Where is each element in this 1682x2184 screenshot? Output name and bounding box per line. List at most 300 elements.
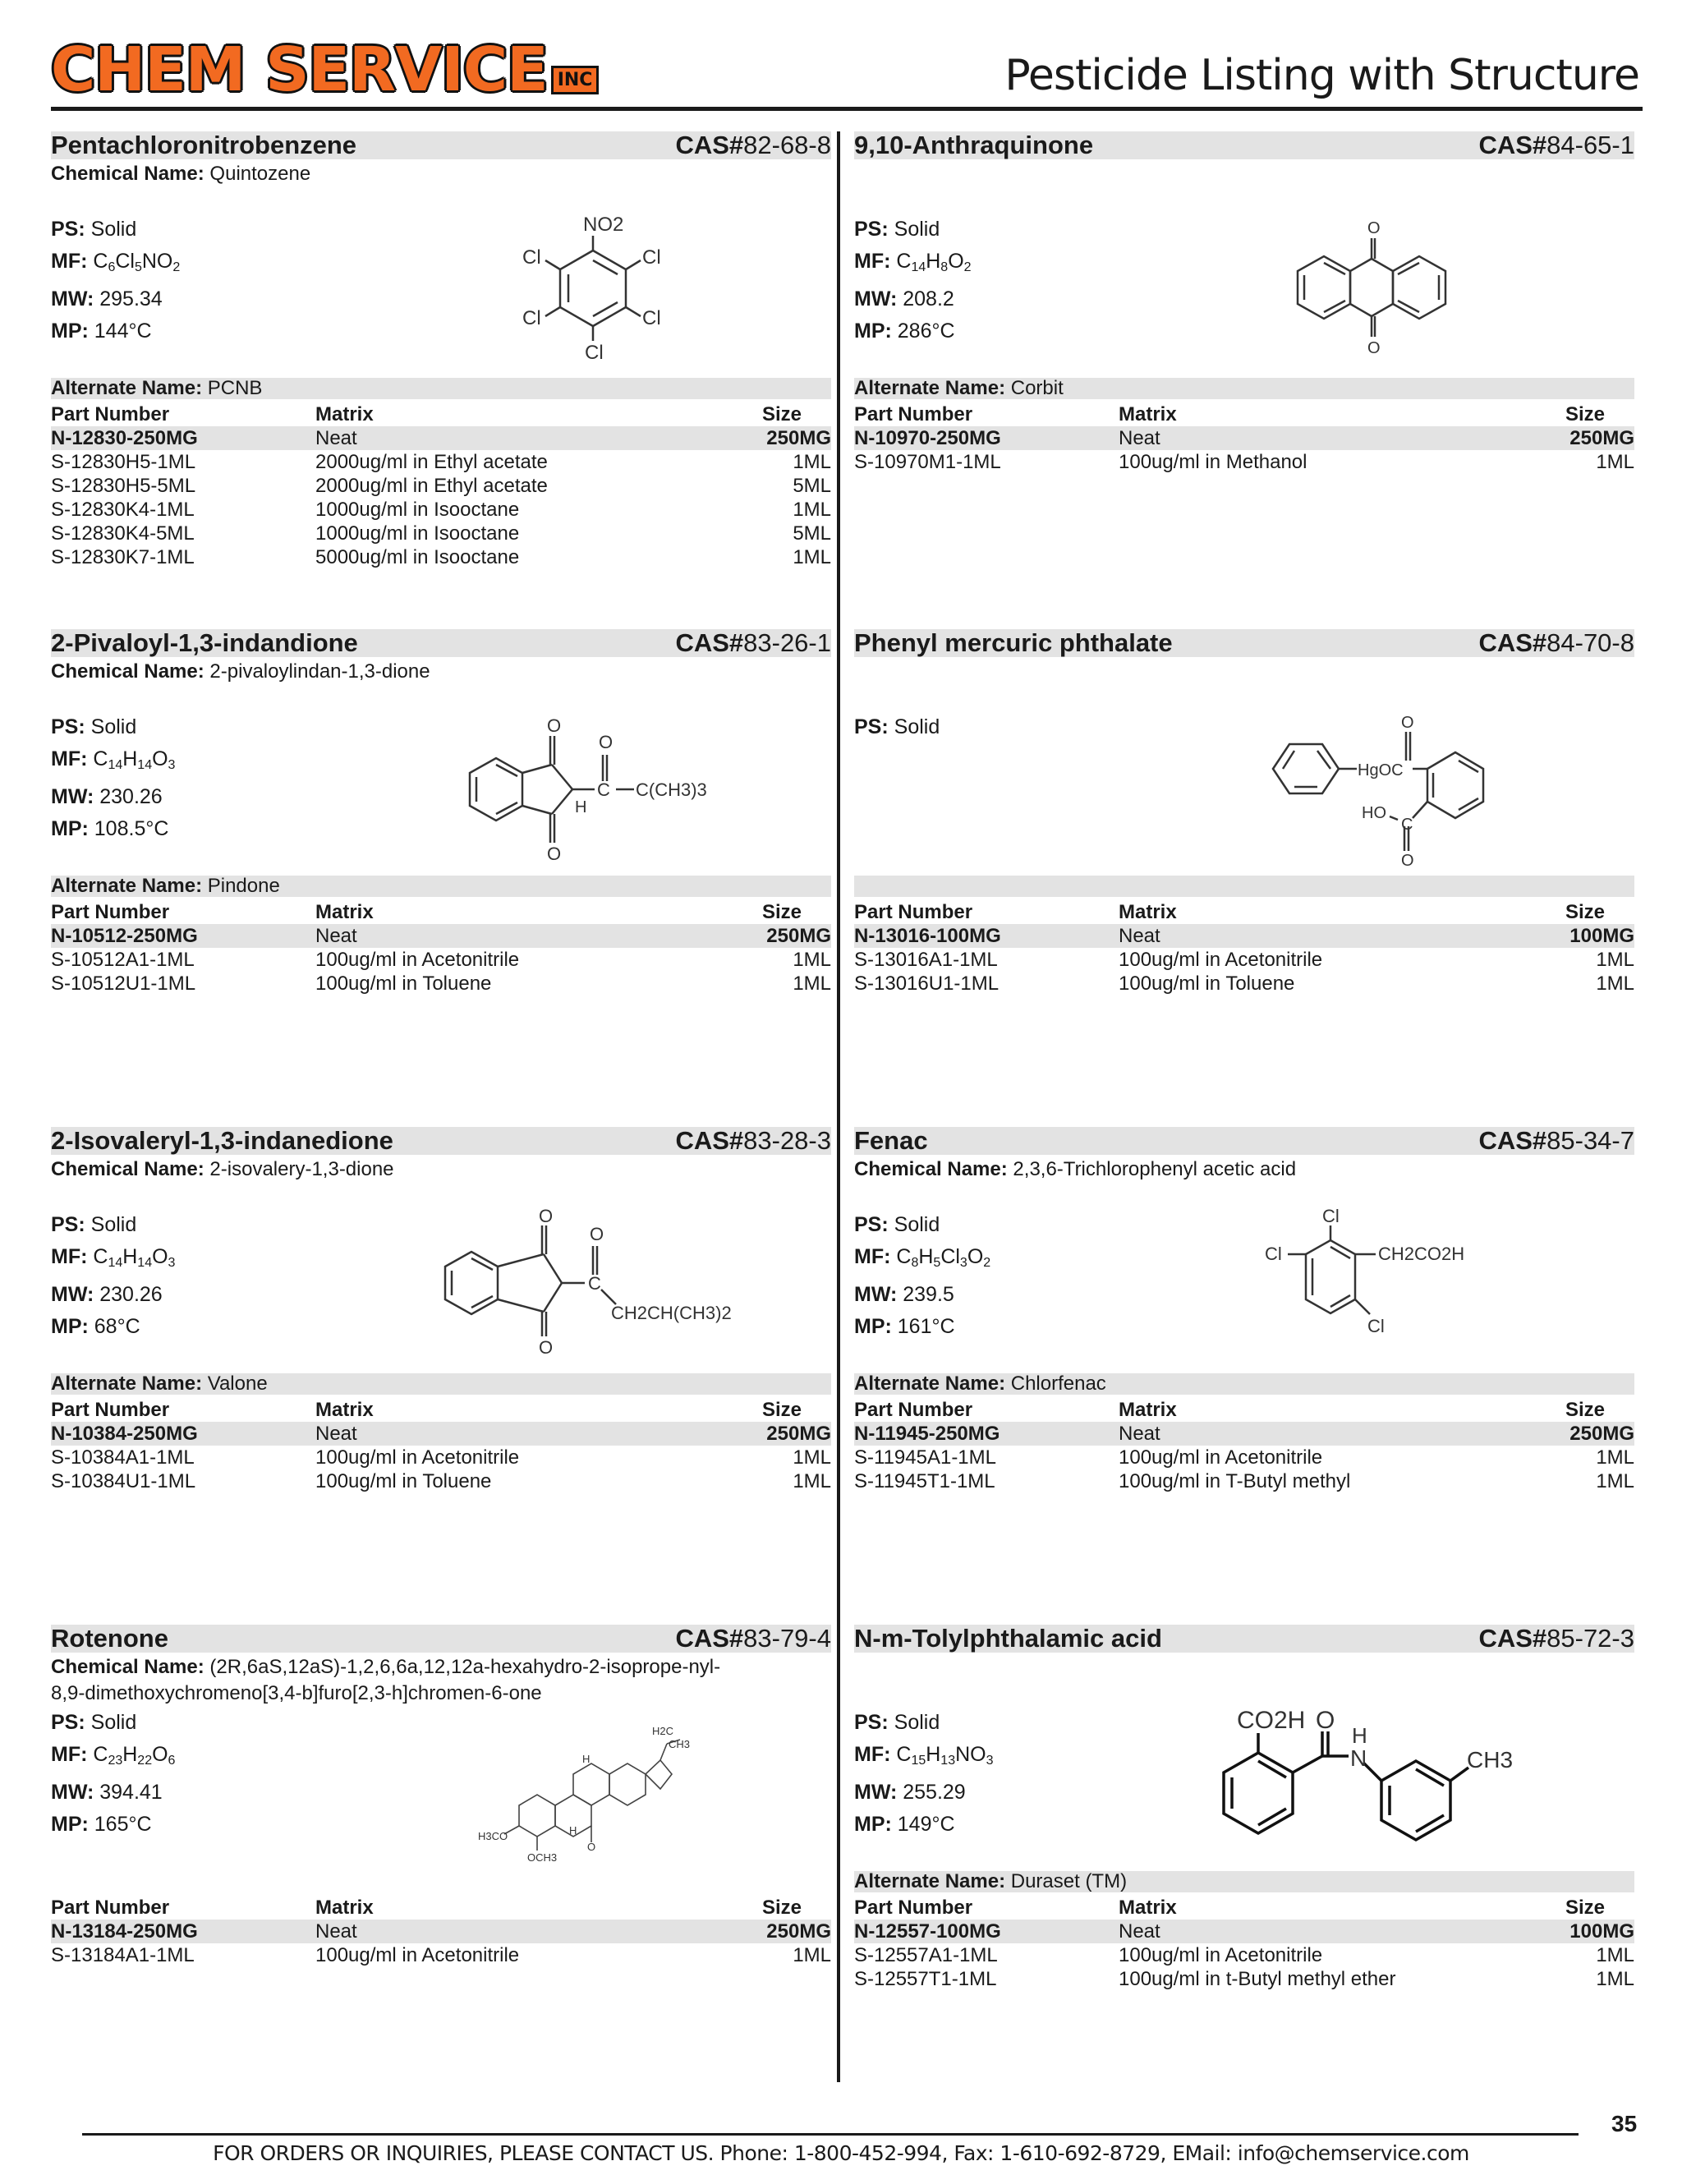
size: 250MG bbox=[766, 1423, 831, 1445]
properties bbox=[854, 1707, 994, 1841]
mp-label: MP: bbox=[51, 1315, 89, 1338]
chemical-name-label: Chemical Name: bbox=[854, 1158, 1008, 1180]
alternate-name-label: Alternate Name: bbox=[854, 377, 1006, 399]
mf-label: MF: bbox=[51, 747, 88, 770]
size: 1ML bbox=[793, 451, 831, 473]
structure-label: O bbox=[1367, 339, 1381, 357]
chem-service-logo bbox=[51, 36, 599, 103]
cas-number bbox=[675, 1623, 831, 1654]
structure-label: O bbox=[587, 1841, 596, 1853]
col-matrix: Matrix bbox=[1119, 403, 1177, 425]
part-number: S-13016A1-1ML bbox=[854, 949, 998, 971]
part-number: S-12830K7-1ML bbox=[51, 546, 195, 568]
mw-label: MW: bbox=[51, 287, 94, 310]
size: 1ML bbox=[793, 972, 831, 995]
part-number: N-12557-100MG bbox=[854, 1920, 1001, 1943]
mp-value: 149°C bbox=[897, 1813, 955, 1836]
alternate-name-value: Pindone bbox=[207, 875, 280, 897]
structure-label: HO bbox=[1362, 804, 1386, 822]
alternate-name-value: Valone bbox=[207, 1372, 268, 1395]
table-row bbox=[51, 498, 831, 522]
part-number: S-12830H5-5ML bbox=[51, 475, 196, 497]
alternate-name bbox=[854, 1371, 1106, 1397]
part-number: S-11945T1-1ML bbox=[854, 1470, 995, 1492]
mw-value: 295.34 bbox=[99, 287, 163, 310]
structure-label: CO2H bbox=[1237, 1707, 1306, 1734]
col-size: Size bbox=[761, 901, 802, 923]
size: 1ML bbox=[1596, 1470, 1634, 1492]
product-name: Phenyl mercuric phthalate bbox=[854, 628, 1173, 657]
structure-valone bbox=[429, 1201, 757, 1357]
ps-value: Solid bbox=[90, 1711, 137, 1734]
size: 250MG bbox=[766, 427, 831, 449]
ps-value: Solid bbox=[894, 218, 940, 241]
product-block bbox=[51, 629, 831, 1122]
structure-label: C bbox=[1401, 816, 1413, 834]
col-size: Size bbox=[761, 1897, 802, 1919]
ps-label: PS: bbox=[854, 715, 889, 738]
cas-label: CAS# bbox=[1478, 131, 1547, 159]
structure-label: O bbox=[1401, 714, 1414, 732]
structure-label: CH3 bbox=[669, 1738, 691, 1750]
part-number: S-10970M1-1ML bbox=[854, 451, 1001, 473]
matrix: 100ug/ml in Toluene bbox=[315, 1470, 492, 1492]
product-block bbox=[854, 1127, 1634, 1620]
structure-label: Cl bbox=[1265, 1244, 1282, 1264]
mf-label: MF: bbox=[854, 250, 891, 273]
part-number: N-10970-250MG bbox=[854, 427, 1001, 449]
product-name: 2-Isovaleryl-1,3-indanedione bbox=[51, 1126, 393, 1155]
alternate-name bbox=[51, 375, 262, 402]
mw-label: MW: bbox=[51, 785, 94, 808]
cas-label: CAS# bbox=[675, 1624, 744, 1653]
mp-label: MP: bbox=[51, 817, 89, 840]
alternate-name-value: Chlorfenac bbox=[1010, 1372, 1106, 1395]
table-row bbox=[51, 1943, 831, 1967]
size: 5ML bbox=[793, 522, 831, 545]
mw-line bbox=[51, 1279, 175, 1311]
mw-line bbox=[854, 1777, 994, 1809]
product-name: N-m-Tolylphthalamic acid bbox=[854, 1624, 1162, 1653]
alternate-name bbox=[854, 1869, 1127, 1895]
matrix: 100ug/ml in Acetonitrile bbox=[1119, 949, 1323, 971]
mw-line bbox=[51, 283, 180, 315]
chemical-name-value: 2-pivaloylindan-1,3-dione bbox=[209, 660, 430, 683]
structure-diagram bbox=[1265, 711, 1511, 871]
chemical-name-label: Chemical Name: bbox=[51, 163, 205, 185]
structure-tolylphthalamic-acid bbox=[1207, 1699, 1514, 1855]
part-table bbox=[51, 402, 831, 569]
footer-contact: FOR ORDERS OR INQUIRIES, PLEASE CONTACT US. Phone: 1-800-452-994, Fax: 1-610-692-8729, EMail: info@chemservice.com bbox=[213, 2141, 1469, 2165]
structure-diagram bbox=[1240, 1206, 1503, 1369]
table-header bbox=[854, 900, 1634, 924]
size: 250MG bbox=[1569, 1423, 1634, 1445]
chemical-name bbox=[51, 1156, 724, 1183]
structure-label: O bbox=[539, 1337, 554, 1358]
matrix: 100ug/ml in t-Butyl methyl ether bbox=[1119, 1968, 1396, 1990]
part-table bbox=[854, 402, 1634, 474]
ps-value: Solid bbox=[90, 715, 137, 738]
product-block bbox=[854, 629, 1634, 1122]
mf-label: MF: bbox=[854, 1245, 891, 1268]
chemical-name bbox=[854, 1156, 1528, 1183]
ps-line bbox=[51, 1707, 175, 1739]
col-part-number: Part Number bbox=[51, 1897, 170, 1919]
table-row bbox=[854, 1422, 1634, 1446]
mw-line bbox=[51, 781, 175, 813]
cas-value: 85-72-3 bbox=[1546, 1624, 1634, 1653]
product-block bbox=[51, 1127, 831, 1620]
matrix: Neat bbox=[315, 427, 357, 449]
col-matrix: Matrix bbox=[315, 1399, 374, 1421]
part-table bbox=[854, 1398, 1634, 1493]
cas-number bbox=[675, 130, 831, 161]
table-row bbox=[854, 1943, 1634, 1967]
col-matrix: Matrix bbox=[1119, 901, 1177, 923]
table-row bbox=[51, 426, 831, 450]
size: 1ML bbox=[1596, 1968, 1634, 1990]
matrix: 100ug/ml in T-Butyl methyl bbox=[1119, 1470, 1351, 1492]
size: 250MG bbox=[1569, 427, 1634, 449]
product-block bbox=[51, 1625, 831, 2117]
structure-label: H bbox=[1352, 1723, 1367, 1748]
matrix: 100ug/ml in Acetonitrile bbox=[1119, 1944, 1323, 1966]
structure-diagram bbox=[1207, 1699, 1514, 1859]
mf-value: $C_{14}H_{14}O_3$ bbox=[93, 1245, 176, 1270]
ps-value: Solid bbox=[894, 1711, 940, 1734]
part-number: S-10512A1-1ML bbox=[51, 949, 195, 971]
mp-value: 286°C bbox=[897, 320, 955, 343]
mw-line bbox=[51, 1777, 175, 1809]
mp-label: MP: bbox=[51, 1813, 89, 1836]
table-header bbox=[51, 402, 831, 426]
part-table bbox=[51, 1896, 831, 1967]
structure-diagram bbox=[511, 214, 675, 370]
part-number: N-10512-250MG bbox=[51, 925, 198, 947]
cas-label: CAS# bbox=[1478, 628, 1547, 657]
matrix: 2000ug/ml in Ethyl acetate bbox=[315, 475, 548, 497]
ps-label: PS: bbox=[51, 1711, 85, 1734]
table-row bbox=[51, 924, 831, 948]
structure-phenyl-mercuric-phthalate bbox=[1265, 711, 1511, 870]
mw-label: MW: bbox=[854, 287, 898, 310]
size: 1ML bbox=[793, 499, 831, 521]
mw-label: MW: bbox=[854, 1283, 898, 1306]
table-header bbox=[51, 1398, 831, 1422]
ps-line bbox=[854, 711, 940, 743]
structure-diagram bbox=[478, 1715, 692, 1867]
mw-value: 394.41 bbox=[99, 1781, 163, 1804]
mw-value: 239.5 bbox=[903, 1283, 954, 1306]
col-size: Size bbox=[1565, 901, 1605, 923]
product-block bbox=[854, 1625, 1634, 2117]
mw-value: 230.26 bbox=[99, 1283, 163, 1306]
part-number: S-13016U1-1ML bbox=[854, 972, 1000, 995]
structure-anthraquinone bbox=[1281, 214, 1462, 361]
col-size: Size bbox=[1565, 403, 1605, 425]
mp-line bbox=[51, 1311, 175, 1343]
table-header bbox=[51, 900, 831, 924]
ps-label: PS: bbox=[51, 218, 85, 241]
product-name: 2-Pivaloyl-1,3-indandione bbox=[51, 628, 358, 657]
alternate-name-label: Alternate Name: bbox=[51, 377, 203, 399]
size: 250MG bbox=[766, 925, 831, 947]
col-part-number: Part Number bbox=[854, 403, 973, 425]
structure-label: O bbox=[539, 1206, 554, 1226]
structure-rotenone bbox=[478, 1715, 692, 1863]
properties bbox=[51, 711, 175, 845]
product-name: Pentachloronitrobenzene bbox=[51, 131, 357, 159]
mf-value: $C_{14}H_{14}O_3$ bbox=[93, 747, 176, 772]
cas-number bbox=[675, 1125, 831, 1156]
mf-label: MF: bbox=[51, 1743, 88, 1766]
part-number: N-12830-250MG bbox=[51, 427, 198, 449]
part-number: N-13184-250MG bbox=[51, 1920, 198, 1943]
size: 1ML bbox=[793, 1944, 831, 1966]
size: 250MG bbox=[766, 1920, 831, 1943]
alternate-name-bar bbox=[854, 876, 1634, 897]
table-row bbox=[854, 1446, 1634, 1469]
table-row bbox=[51, 474, 831, 498]
properties bbox=[854, 214, 972, 347]
size: 1ML bbox=[1596, 451, 1634, 473]
matrix: Neat bbox=[1119, 1920, 1160, 1943]
part-number: S-13184A1-1ML bbox=[51, 1944, 195, 1966]
structure-label: Cl bbox=[1367, 1316, 1385, 1336]
matrix: Neat bbox=[1119, 427, 1160, 449]
chemical-name-value: 2-isovalery-1,3-dione bbox=[209, 1158, 394, 1180]
structure-label: O bbox=[547, 715, 562, 736]
chemical-name-value: (2R,6aS,12aS)-1,2,6,6a,12,12a-hexahydro-2-isoprope-nyl-8,9-dimethoxychromeno[3,4-b]furo[2,3-h]chromen-6-one bbox=[51, 1656, 721, 1704]
ps-line bbox=[51, 711, 175, 743]
part-number: N-11945-250MG bbox=[854, 1423, 1000, 1445]
size: 100MG bbox=[1569, 925, 1634, 947]
part-table bbox=[51, 1398, 831, 1493]
part-number: S-12830K4-5ML bbox=[51, 522, 195, 545]
alternate-name-label: Alternate Name: bbox=[51, 875, 203, 897]
cas-number bbox=[1478, 1125, 1634, 1156]
cas-value: 84-70-8 bbox=[1546, 628, 1634, 657]
chemical-name bbox=[51, 161, 724, 187]
chemical-name bbox=[51, 659, 724, 685]
structure-pentachloronitrobenzene bbox=[511, 214, 675, 366]
properties bbox=[854, 711, 940, 743]
properties bbox=[854, 1209, 990, 1343]
structure-label: C bbox=[597, 779, 610, 800]
size: 1ML bbox=[793, 1446, 831, 1469]
structure-label: H bbox=[575, 798, 587, 816]
structure-label: N bbox=[1350, 1745, 1367, 1771]
col-size: Size bbox=[761, 1399, 802, 1421]
product-name: Rotenone bbox=[51, 1624, 168, 1653]
alternate-name-value: Duraset (TM) bbox=[1010, 1870, 1128, 1892]
chemical-name-label: Chemical Name: bbox=[51, 1158, 205, 1180]
mp-label: MP: bbox=[854, 1813, 892, 1836]
matrix: 100ug/ml in Acetonitrile bbox=[315, 949, 520, 971]
size: 100MG bbox=[1569, 1920, 1634, 1943]
structure-label: H bbox=[582, 1753, 591, 1765]
chemical-name-value: Quintozene bbox=[209, 163, 311, 185]
ps-label: PS: bbox=[51, 715, 85, 738]
cas-label: CAS# bbox=[675, 628, 744, 657]
structure-diagram bbox=[453, 707, 716, 867]
ps-line bbox=[51, 1209, 175, 1241]
table-row bbox=[51, 450, 831, 474]
mf-line bbox=[51, 246, 180, 283]
structure-label: O bbox=[547, 844, 562, 864]
size: 1ML bbox=[793, 1470, 831, 1492]
structure-label: HgOC bbox=[1358, 761, 1404, 779]
part-number: S-12557T1-1ML bbox=[854, 1968, 997, 1990]
alternate-name bbox=[854, 375, 1064, 402]
alternate-name-label: Alternate Name: bbox=[854, 1372, 1006, 1395]
mp-line bbox=[51, 315, 180, 347]
mw-line bbox=[854, 1279, 990, 1311]
product-block bbox=[51, 131, 831, 624]
cas-number bbox=[1478, 130, 1634, 161]
structure-label: Cl bbox=[642, 246, 661, 269]
structure-label: CH3 bbox=[1467, 1747, 1514, 1772]
cas-label: CAS# bbox=[1478, 1624, 1547, 1653]
structure-label: H bbox=[569, 1824, 577, 1837]
table-row bbox=[854, 948, 1634, 972]
mf-line bbox=[854, 1739, 994, 1777]
table-header bbox=[51, 1896, 831, 1920]
header-rule bbox=[51, 107, 1643, 111]
matrix: 100ug/ml in Acetonitrile bbox=[315, 1446, 520, 1469]
logo-wordmark: CHEM SERVICE bbox=[51, 34, 548, 105]
col-matrix: Matrix bbox=[1119, 1399, 1177, 1421]
table-row bbox=[51, 972, 831, 995]
mf-value: $C_{23}H_{22}O_6$ bbox=[93, 1743, 176, 1768]
col-part-number: Part Number bbox=[51, 403, 170, 425]
part-table bbox=[854, 1896, 1634, 1991]
part-number: S-10512U1-1ML bbox=[51, 972, 196, 995]
ps-value: Solid bbox=[894, 715, 940, 738]
mf-line bbox=[854, 1241, 990, 1279]
structure-diagram bbox=[429, 1201, 757, 1361]
ps-label: PS: bbox=[854, 1711, 889, 1734]
cas-value: 82-68-8 bbox=[743, 131, 831, 159]
structure-label: H3CO bbox=[478, 1830, 508, 1842]
matrix: Neat bbox=[1119, 925, 1160, 947]
mp-value: 161°C bbox=[897, 1315, 955, 1338]
mf-line bbox=[51, 1241, 175, 1279]
col-part-number: Part Number bbox=[854, 1897, 973, 1919]
matrix: 100ug/ml in Toluene bbox=[1119, 972, 1295, 995]
properties bbox=[51, 1209, 175, 1343]
size: 5ML bbox=[793, 475, 831, 497]
col-matrix: Matrix bbox=[315, 403, 374, 425]
alternate-name-value: Corbit bbox=[1010, 377, 1064, 399]
product-block bbox=[854, 131, 1634, 624]
matrix: 5000ug/ml in Isooctane bbox=[315, 546, 520, 568]
mp-value: 144°C bbox=[94, 320, 152, 343]
col-size: Size bbox=[1565, 1897, 1605, 1919]
chemical-name bbox=[51, 1654, 724, 1707]
chemical-name-label: Chemical Name: bbox=[51, 1656, 205, 1678]
mf-line bbox=[51, 1739, 175, 1777]
page-header bbox=[51, 36, 1656, 115]
mw-value: 230.26 bbox=[99, 785, 163, 808]
size: 1ML bbox=[1596, 1446, 1634, 1469]
structure-label: NO2 bbox=[583, 214, 624, 236]
table-row bbox=[51, 1422, 831, 1446]
structure-label: Cl bbox=[1322, 1206, 1340, 1226]
structure-label: C bbox=[588, 1273, 601, 1294]
part-number: N-13016-100MG bbox=[854, 925, 1001, 947]
cas-number bbox=[675, 628, 831, 659]
properties bbox=[51, 1707, 175, 1841]
part-number: S-10384U1-1ML bbox=[51, 1470, 196, 1492]
mw-value: 255.29 bbox=[903, 1781, 966, 1804]
logo-inc-badge: INC bbox=[551, 66, 600, 94]
table-header bbox=[854, 402, 1634, 426]
col-part-number: Part Number bbox=[854, 1399, 973, 1421]
mw-label: MW: bbox=[854, 1781, 898, 1804]
mw-line bbox=[854, 283, 972, 315]
mf-line bbox=[854, 246, 972, 283]
mp-value: 165°C bbox=[94, 1813, 152, 1836]
structure-label: Cl bbox=[642, 307, 661, 329]
mf-value: $C_6Cl_5NO_2$ bbox=[93, 250, 181, 274]
structure-label: O bbox=[599, 732, 614, 752]
structure-label: Cl bbox=[522, 246, 541, 269]
matrix: Neat bbox=[315, 1423, 357, 1445]
size: 1ML bbox=[1596, 972, 1634, 995]
mf-label: MF: bbox=[51, 1245, 88, 1268]
part-number: S-11945A1-1ML bbox=[854, 1446, 996, 1469]
product-name: 9,10-Anthraquinone bbox=[854, 131, 1094, 159]
mp-value: 68°C bbox=[94, 1315, 140, 1338]
col-size: Size bbox=[1565, 1399, 1605, 1421]
matrix: 100ug/ml in Acetonitrile bbox=[315, 1944, 520, 1966]
mp-label: MP: bbox=[854, 320, 892, 343]
table-row bbox=[854, 1920, 1634, 1943]
page-title: Pesticide Listing with Structure bbox=[1004, 51, 1639, 100]
structure-diagram bbox=[1281, 214, 1462, 366]
ps-line bbox=[854, 214, 972, 246]
part-number: S-12830K4-1ML bbox=[51, 499, 195, 521]
cas-value: 83-26-1 bbox=[743, 628, 831, 657]
mf-value: $C_{15}H_{13}NO_3$ bbox=[896, 1743, 994, 1768]
footer-rule bbox=[82, 2133, 1579, 2136]
structure-label: O bbox=[1401, 852, 1414, 870]
mf-value: $C_{14}H_8O_2$ bbox=[896, 250, 972, 274]
table-row bbox=[51, 1469, 831, 1493]
mp-line bbox=[854, 1311, 990, 1343]
mw-value: 208.2 bbox=[903, 287, 954, 310]
structure-pindone bbox=[453, 707, 716, 863]
mp-label: MP: bbox=[51, 320, 89, 343]
structure-label: O bbox=[1367, 219, 1381, 237]
chemical-name-value: 2,3,6-Trichlorophenyl acetic acid bbox=[1013, 1158, 1297, 1180]
col-matrix: Matrix bbox=[1119, 1897, 1177, 1919]
size: 1ML bbox=[1596, 949, 1634, 971]
column-divider bbox=[837, 131, 840, 2082]
alternate-name bbox=[51, 1371, 268, 1397]
table-row bbox=[854, 426, 1634, 450]
structure-label: Cl bbox=[522, 307, 541, 329]
cas-label: CAS# bbox=[675, 131, 744, 159]
alternate-name bbox=[51, 873, 280, 899]
col-matrix: Matrix bbox=[315, 1897, 374, 1919]
mf-value: $C_8H_5Cl_3O_2$ bbox=[896, 1245, 991, 1270]
table-row bbox=[854, 450, 1634, 474]
table-row bbox=[51, 522, 831, 545]
matrix: Neat bbox=[315, 1920, 357, 1943]
structure-label: CH2CO2H bbox=[1378, 1244, 1465, 1264]
